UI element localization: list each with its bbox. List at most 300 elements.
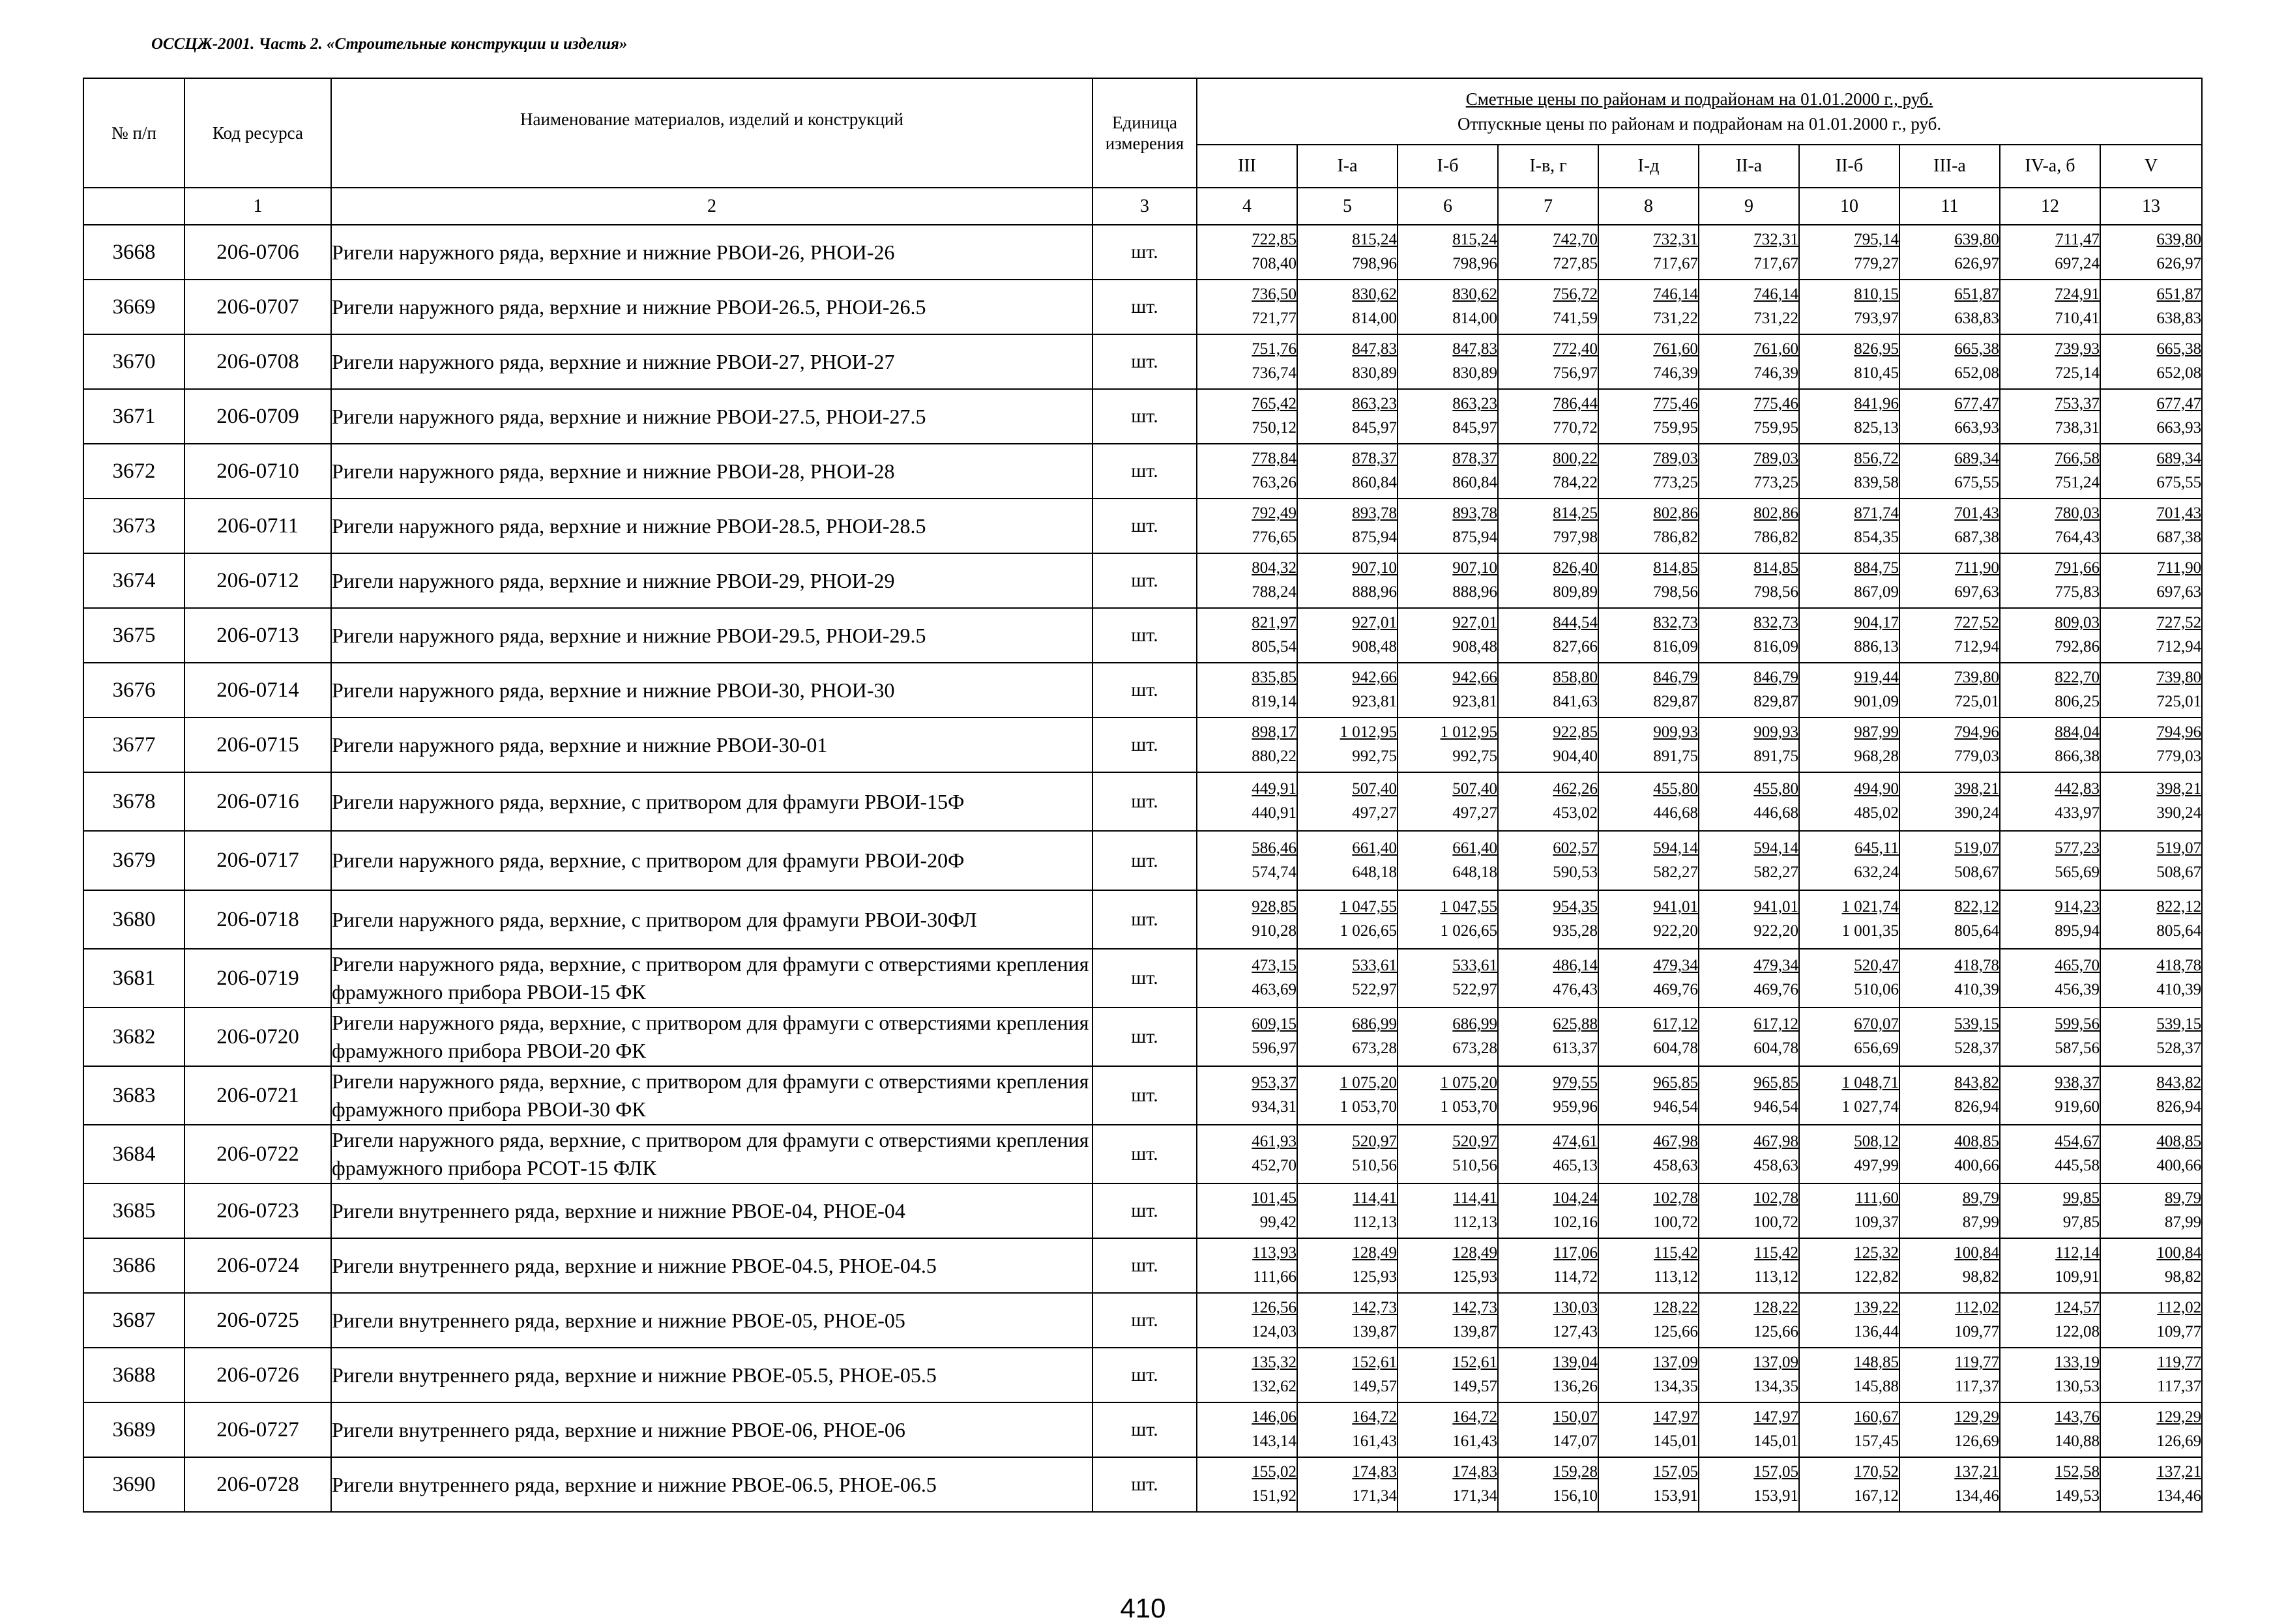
release-price: 445,58 — [2055, 1157, 2100, 1174]
estimated-price: 815,24 — [1352, 231, 1397, 248]
release-price: 97,85 — [2062, 1213, 2100, 1231]
estimated-price: 856,72 — [1854, 450, 1899, 467]
release-price: 798,96 — [1452, 255, 1497, 272]
release-price: 819,14 — [1252, 693, 1297, 710]
estimated-price: 454,67 — [2055, 1133, 2100, 1150]
estimated-price: 139,22 — [1854, 1299, 1899, 1316]
estimated-price: 826,40 — [1553, 559, 1598, 577]
estimated-price: 135,32 — [1252, 1354, 1297, 1371]
row-number: 3682 — [83, 1008, 184, 1066]
price-cell — [1699, 772, 1799, 831]
estimated-price: 147,97 — [1653, 1408, 1698, 1426]
release-price: 98,82 — [1962, 1268, 1999, 1286]
price-cell — [1398, 663, 1498, 718]
release-price: 806,25 — [2055, 693, 2100, 710]
release-price: 510,56 — [1452, 1157, 1497, 1174]
release-price: 968,28 — [1854, 747, 1899, 765]
estimated-price: 508,12 — [1854, 1133, 1899, 1150]
estimated-price: 1 047,55 — [1440, 898, 1497, 916]
table-row — [83, 1008, 2202, 1066]
release-price: 866,38 — [2055, 747, 2100, 765]
release-price: 798,96 — [1352, 255, 1397, 272]
release-price: 901,09 — [1854, 693, 1899, 710]
estimated-price: 686,99 — [1352, 1015, 1397, 1033]
estimated-price: 847,83 — [1352, 340, 1397, 358]
release-price: 99,42 — [1259, 1213, 1297, 1231]
price-cell — [1799, 772, 1899, 831]
price-cell — [1899, 1348, 2000, 1402]
price-cell — [1799, 280, 1899, 334]
table-row — [83, 1348, 2202, 1402]
table-row — [83, 1402, 2202, 1457]
estimated-price: 112,02 — [2157, 1299, 2202, 1316]
release-price: 485,02 — [1854, 804, 1899, 822]
resource-code: 206-0710 — [184, 444, 331, 499]
estimated-price: 143,76 — [2055, 1408, 2100, 1426]
price-cell — [1899, 890, 2000, 949]
estimated-price: 739,80 — [1954, 669, 1999, 686]
district-header: I-д — [1598, 145, 1699, 188]
estimated-price: 119,77 — [2157, 1354, 2202, 1371]
estimated-price: 100,84 — [1954, 1244, 1999, 1262]
price-cell — [1197, 1183, 1297, 1238]
price-cell — [1598, 663, 1699, 718]
estimated-price: 739,80 — [2156, 669, 2202, 686]
price-cell — [1799, 334, 1899, 389]
release-price: 632,24 — [1854, 863, 1899, 881]
unit-of-measure: шт. — [1092, 1125, 1197, 1183]
price-cell — [1699, 1457, 1799, 1512]
price-cell — [2000, 1125, 2100, 1183]
row-number: 3676 — [83, 663, 184, 718]
release-price: 860,84 — [1352, 474, 1397, 491]
price-cell — [1598, 225, 1699, 280]
release-price: 759,95 — [1753, 419, 1798, 437]
price-cell — [2100, 1183, 2202, 1238]
price-cell — [2000, 389, 2100, 444]
unit-of-measure: шт. — [1092, 1457, 1197, 1512]
estimated-price: 701,43 — [1954, 504, 1999, 522]
price-cell — [2000, 718, 2100, 772]
estimated-price: 89,79 — [1962, 1189, 1999, 1207]
resource-code: 206-0709 — [184, 389, 331, 444]
estimated-price: 119,77 — [1955, 1354, 1999, 1371]
header-prices — [1197, 78, 2202, 145]
estimated-price: 125,32 — [1854, 1244, 1899, 1262]
release-price: 652,08 — [1954, 364, 1999, 382]
release-price: 687,38 — [2156, 529, 2202, 546]
price-cell — [1297, 389, 1398, 444]
estimated-price: 938,37 — [2055, 1074, 2100, 1092]
table-row — [83, 949, 2202, 1008]
column-number: 2 — [331, 188, 1092, 225]
price-cell — [1899, 772, 2000, 831]
price-cell — [2000, 1293, 2100, 1348]
release-price: 508,67 — [1954, 863, 1999, 881]
price-cell — [1498, 389, 1598, 444]
estimated-price: 408,85 — [1954, 1133, 1999, 1150]
release-price: 923,81 — [1452, 693, 1497, 710]
table-row — [83, 1293, 2202, 1348]
price-table — [83, 78, 2203, 1513]
price-cell — [1398, 1238, 1498, 1293]
estimated-price: 689,34 — [2156, 450, 2202, 467]
estimated-price: 609,15 — [1252, 1015, 1297, 1033]
price-cell — [1297, 949, 1398, 1008]
estimated-price: 746,14 — [1653, 285, 1698, 303]
resource-code: 206-0723 — [184, 1183, 331, 1238]
price-cell — [1398, 280, 1498, 334]
release-price: 741,59 — [1553, 310, 1598, 327]
release-price: 786,82 — [1753, 529, 1798, 546]
estimated-price: 677,47 — [2156, 395, 2202, 413]
estimated-price: 133,19 — [2055, 1354, 2100, 1371]
estimated-price: 465,70 — [2055, 957, 2100, 974]
price-cell — [2100, 831, 2202, 890]
price-cell — [1598, 1066, 1699, 1125]
price-cell — [2000, 225, 2100, 280]
price-cell — [1498, 1348, 1598, 1402]
price-cell — [1498, 1238, 1598, 1293]
release-price: 117,37 — [2157, 1378, 2202, 1395]
item-name: Ригели наружного ряда, верхние и нижние РВОИ-30-01 — [331, 718, 1092, 772]
price-cell — [1297, 1125, 1398, 1183]
price-cell — [1297, 1402, 1398, 1457]
price-cell — [1799, 389, 1899, 444]
price-cell — [1899, 949, 2000, 1008]
item-name: Ригели наружного ряда, верхние, с притвором для фрамуги с отверстиями крепления фрамужного прибора РВОИ-15 ФК — [331, 949, 1092, 1008]
estimated-price: 586,46 — [1252, 839, 1297, 857]
release-price: 663,93 — [2156, 419, 2202, 437]
price-cell — [1297, 663, 1398, 718]
estimated-price: 142,73 — [1352, 1299, 1397, 1316]
estimated-price: 761,60 — [1653, 340, 1698, 358]
estimated-price: 953,37 — [1252, 1074, 1297, 1092]
release-price: 727,85 — [1553, 255, 1598, 272]
release-price: 910,28 — [1252, 922, 1297, 940]
price-cell — [2000, 890, 2100, 949]
release-price: 440,91 — [1252, 804, 1297, 822]
release-price: 130,53 — [2055, 1378, 2100, 1395]
price-cell — [2000, 1402, 2100, 1457]
release-price: 830,89 — [1452, 364, 1497, 382]
release-price: 109,77 — [1954, 1323, 1999, 1341]
release-price: 687,38 — [1954, 529, 1999, 546]
release-price: 469,76 — [1653, 981, 1698, 998]
price-cell — [1799, 499, 1899, 553]
resource-code: 206-0718 — [184, 890, 331, 949]
price-cell — [1498, 949, 1598, 1008]
release-price: 102,16 — [1553, 1213, 1598, 1231]
estimated-price: 830,62 — [1352, 285, 1397, 303]
price-cell — [1398, 1008, 1498, 1066]
item-name: Ригели наружного ряда, верхние, с притвором для фрамуги с отверстиями крепления фрамужного прибора РСОТ-15 ФЛК — [331, 1125, 1092, 1183]
price-cell — [1598, 1457, 1699, 1512]
row-number: 3686 — [83, 1238, 184, 1293]
estimated-price: 942,66 — [1452, 669, 1497, 686]
release-price: 875,94 — [1352, 529, 1397, 546]
release-price: 590,53 — [1553, 863, 1598, 881]
row-number: 3671 — [83, 389, 184, 444]
estimated-price: 830,62 — [1452, 285, 1497, 303]
price-cell — [1197, 389, 1297, 444]
price-cell — [1297, 225, 1398, 280]
release-price: 764,43 — [2055, 529, 2100, 546]
price-cell — [1197, 444, 1297, 499]
estimated-price: 625,88 — [1553, 1015, 1598, 1033]
resource-code: 206-0712 — [184, 553, 331, 608]
estimated-price: 594,14 — [1653, 839, 1698, 857]
estimated-price: 789,03 — [1653, 450, 1698, 467]
price-cell — [1699, 949, 1799, 1008]
estimated-price: 732,31 — [1653, 231, 1698, 248]
estimated-price: 739,93 — [2055, 340, 2100, 358]
price-cell — [1699, 1348, 1799, 1402]
estimated-price: 795,14 — [1854, 231, 1899, 248]
estimated-price: 661,40 — [1352, 839, 1397, 857]
row-number: 3681 — [83, 949, 184, 1008]
price-cell — [2000, 663, 2100, 718]
item-name: Ригели наружного ряда, верхние и нижние РВОИ-26, РНОИ-26 — [331, 225, 1092, 280]
table-row — [83, 444, 2202, 499]
estimated-price: 147,97 — [1753, 1408, 1798, 1426]
release-price: 779,27 — [1854, 255, 1899, 272]
unit-of-measure: шт. — [1092, 890, 1197, 949]
estimated-price: 941,01 — [1753, 898, 1798, 916]
release-price: 923,81 — [1352, 693, 1397, 710]
price-cell — [2100, 389, 2202, 444]
release-price: 565,69 — [2055, 863, 2100, 881]
estimated-price: 139,04 — [1553, 1354, 1598, 1371]
release-price: 746,39 — [1753, 364, 1798, 382]
release-price: 446,68 — [1653, 804, 1698, 822]
release-price: 673,28 — [1352, 1039, 1397, 1057]
estimated-price: 507,40 — [1352, 780, 1397, 798]
price-cell — [1598, 1293, 1699, 1348]
estimated-price: 802,86 — [1653, 504, 1698, 522]
price-cell — [1899, 718, 2000, 772]
release-price: 400,66 — [1954, 1157, 1999, 1174]
release-price: 458,63 — [1653, 1157, 1698, 1174]
column-number: 12 — [2000, 188, 2100, 225]
estimated-price: 160,67 — [1854, 1408, 1899, 1426]
price-cell — [1799, 1402, 1899, 1457]
estimated-price: 577,23 — [2055, 839, 2100, 857]
estimated-price: 539,15 — [1954, 1015, 1999, 1033]
price-cell — [1598, 280, 1699, 334]
price-cell — [1899, 444, 2000, 499]
price-cell — [1297, 1293, 1398, 1348]
table-row — [83, 334, 2202, 389]
release-price: 145,88 — [1854, 1378, 1899, 1395]
release-price: 134,46 — [2156, 1487, 2202, 1505]
estimated-price: 398,21 — [2156, 780, 2202, 798]
resource-code: 206-0724 — [184, 1238, 331, 1293]
price-cell — [1899, 553, 2000, 608]
column-number: 13 — [2100, 188, 2202, 225]
item-name: Ригели внутреннего ряда, верхние и нижние РВОЕ-05.5, РНОЕ-05.5 — [331, 1348, 1092, 1402]
price-cell — [2000, 1183, 2100, 1238]
price-cell — [1799, 1348, 1899, 1402]
column-number: 4 — [1197, 188, 1297, 225]
estimated-price: 846,79 — [1753, 669, 1798, 686]
estimated-price: 878,37 — [1352, 450, 1397, 467]
price-cell — [1598, 831, 1699, 890]
price-cell — [1899, 1066, 2000, 1125]
estimated-price: 822,12 — [1954, 898, 1999, 916]
unit-of-measure: шт. — [1092, 444, 1197, 499]
price-cell — [2000, 949, 2100, 1008]
unit-of-measure: шт. — [1092, 1066, 1197, 1125]
estimated-price: 112,02 — [1955, 1299, 1999, 1316]
release-price: 161,43 — [1452, 1432, 1497, 1450]
unit-of-measure: шт. — [1092, 949, 1197, 1008]
release-price: 648,18 — [1452, 863, 1497, 881]
release-price: 149,53 — [2055, 1487, 2100, 1505]
release-price: 143,14 — [1252, 1432, 1297, 1450]
estimated-price: 174,83 — [1452, 1463, 1497, 1481]
price-cell — [1498, 831, 1598, 890]
price-cell — [1398, 772, 1498, 831]
estimated-price: 130,03 — [1553, 1299, 1598, 1316]
item-name: Ригели внутреннего ряда, верхние и нижние РВОЕ-06, РНОЕ-06 — [331, 1402, 1092, 1457]
release-price: 171,34 — [1352, 1487, 1397, 1505]
row-number: 3674 — [83, 553, 184, 608]
price-cell — [1598, 772, 1699, 831]
price-cell — [1297, 1238, 1398, 1293]
price-cell — [1197, 499, 1297, 553]
price-cell — [1498, 1066, 1598, 1125]
release-price: 721,77 — [1252, 310, 1297, 327]
release-price: 908,48 — [1452, 638, 1497, 656]
price-cell — [1799, 608, 1899, 663]
unit-of-measure: шт. — [1092, 608, 1197, 663]
price-cell — [2100, 1238, 2202, 1293]
estimated-price: 102,78 — [1753, 1189, 1798, 1207]
release-price: 919,60 — [2055, 1098, 2100, 1116]
row-number: 3678 — [83, 772, 184, 831]
price-cell — [1498, 608, 1598, 663]
estimated-price: 979,55 — [1553, 1074, 1598, 1092]
price-cell — [1498, 1457, 1598, 1512]
release-price: 750,12 — [1252, 419, 1297, 437]
resource-code: 206-0727 — [184, 1402, 331, 1457]
price-cell — [2000, 1238, 2100, 1293]
estimated-price: 104,24 — [1553, 1189, 1598, 1207]
price-cell — [1498, 225, 1598, 280]
estimated-price: 780,03 — [2055, 504, 2100, 522]
release-price: 809,89 — [1553, 583, 1598, 601]
header-num: № п/п — [83, 78, 184, 188]
price-cell — [1398, 334, 1498, 389]
price-cell — [1197, 1008, 1297, 1066]
item-name: Ригели наружного ряда, верхние и нижние РВОИ-28.5, РНОИ-28.5 — [331, 499, 1092, 553]
estimated-price: 746,14 — [1753, 285, 1798, 303]
estimated-price: 150,07 — [1553, 1408, 1598, 1426]
price-cell — [1398, 389, 1498, 444]
column-number: 10 — [1799, 188, 1899, 225]
release-price: 134,35 — [1753, 1378, 1798, 1395]
column-number-blank — [83, 188, 184, 225]
row-number: 3688 — [83, 1348, 184, 1402]
estimated-price: 128,22 — [1753, 1299, 1798, 1316]
district-header: I-б — [1398, 145, 1498, 188]
row-number: 3677 — [83, 718, 184, 772]
release-price: 587,56 — [2055, 1039, 2100, 1057]
estimated-price: 922,85 — [1553, 723, 1598, 741]
release-price: 109,91 — [2055, 1268, 2100, 1286]
release-price: 98,82 — [2164, 1268, 2202, 1286]
release-price: 151,92 — [1252, 1487, 1297, 1505]
unit-of-measure: шт. — [1092, 718, 1197, 772]
price-cell — [1297, 831, 1398, 890]
estimated-price: 148,85 — [1854, 1354, 1899, 1371]
estimated-price: 954,35 — [1553, 898, 1598, 916]
release-price: 810,45 — [1854, 364, 1899, 382]
release-price: 114,72 — [1553, 1268, 1598, 1286]
estimated-price: 507,40 — [1452, 780, 1497, 798]
release-price: 779,03 — [2156, 747, 2202, 765]
estimated-price: 835,85 — [1252, 669, 1297, 686]
release-price: 136,44 — [1854, 1323, 1899, 1341]
price-cell — [2000, 444, 2100, 499]
estimated-price: 164,72 — [1452, 1408, 1497, 1426]
release-price: 1 026,65 — [1340, 922, 1397, 940]
estimated-price: 599,56 — [2055, 1015, 2100, 1033]
column-number: 11 — [1899, 188, 2000, 225]
price-cell — [1297, 772, 1398, 831]
estimated-price: 651,87 — [1954, 285, 1999, 303]
release-price: 805,64 — [2156, 922, 2202, 940]
unit-of-measure: шт. — [1092, 1348, 1197, 1402]
release-price: 125,66 — [1753, 1323, 1798, 1341]
price-cell — [1398, 499, 1498, 553]
release-price: 145,01 — [1753, 1432, 1798, 1450]
estimated-price: 814,85 — [1653, 559, 1698, 577]
page-number: 410 — [1120, 1593, 1166, 1623]
price-cell — [1598, 334, 1699, 389]
release-price: 574,74 — [1252, 863, 1297, 881]
release-price: 784,22 — [1553, 474, 1598, 491]
price-cell — [1598, 949, 1699, 1008]
release-price: 508,67 — [2156, 863, 2202, 881]
estimated-price: 126,56 — [1252, 1299, 1297, 1316]
estimated-price: 791,66 — [2055, 559, 2100, 577]
price-cell — [1297, 1457, 1398, 1512]
price-cell — [1699, 608, 1799, 663]
district-header: V — [2100, 145, 2202, 188]
price-cell — [1799, 1293, 1899, 1348]
district-header: II-б — [1799, 145, 1899, 188]
release-price: 904,40 — [1553, 747, 1598, 765]
price-cell — [1598, 553, 1699, 608]
price-cell — [1197, 949, 1297, 1008]
estimated-price: 822,12 — [2156, 898, 2202, 916]
header-unit: Единица измерения — [1092, 78, 1197, 188]
estimated-price: 670,07 — [1854, 1015, 1899, 1033]
release-price: 139,87 — [1452, 1323, 1497, 1341]
row-number: 3690 — [83, 1457, 184, 1512]
district-header: III — [1197, 145, 1297, 188]
estimated-price: 775,46 — [1653, 395, 1698, 413]
price-cell — [2100, 663, 2202, 718]
price-cell — [1899, 280, 2000, 334]
release-price: 992,75 — [1352, 747, 1397, 765]
estimated-price: 792,49 — [1252, 504, 1297, 522]
release-price: 149,57 — [1352, 1378, 1397, 1395]
price-cell — [1398, 553, 1498, 608]
unit-of-measure: шт. — [1092, 1238, 1197, 1293]
